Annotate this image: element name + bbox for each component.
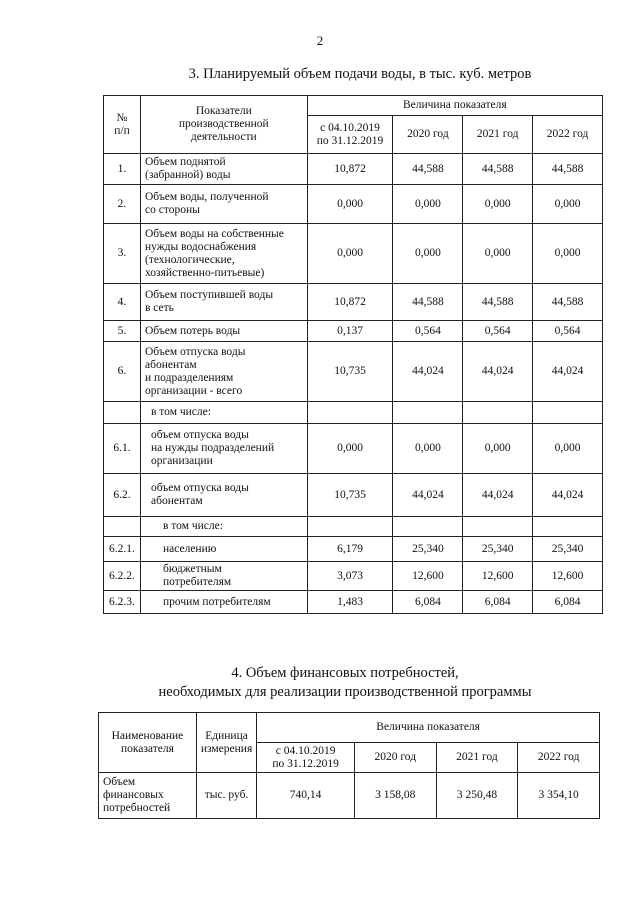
row-value: 740,14 bbox=[257, 773, 355, 819]
row-indicator: в том числе: bbox=[140, 402, 307, 424]
row-value: 0,137 bbox=[307, 321, 393, 342]
row-value: 44,588 bbox=[533, 154, 603, 185]
row-value: 0,000 bbox=[533, 224, 603, 284]
row-number bbox=[104, 402, 141, 424]
row-number: 6.2.1. bbox=[104, 537, 141, 562]
row-name: Объем финансовых потребностей bbox=[99, 773, 197, 819]
row-value: 12,600 bbox=[463, 562, 533, 591]
row-value: 44,588 bbox=[393, 154, 463, 185]
header-period: 2021 год bbox=[463, 116, 533, 154]
table-row bbox=[104, 537, 603, 562]
row-value: 44,024 bbox=[533, 474, 603, 517]
header-value-group: Величина показателя bbox=[257, 713, 600, 743]
row-value: 0,564 bbox=[463, 321, 533, 342]
section-4-title-line1: 4. Объем финансовых потребностей, bbox=[231, 665, 459, 681]
row-indicator: в том числе: bbox=[140, 517, 307, 537]
row-number: 1. bbox=[104, 154, 141, 185]
row-value: 10,735 bbox=[307, 474, 393, 517]
row-value: 0,000 bbox=[307, 424, 393, 474]
header-value-group: Величина показателя bbox=[307, 96, 602, 116]
row-value: 0,000 bbox=[463, 224, 533, 284]
row-value: 44,024 bbox=[463, 342, 533, 402]
row-value bbox=[463, 517, 533, 537]
water-supply-table bbox=[103, 95, 603, 614]
row-indicator: Объем потерь воды bbox=[140, 321, 307, 342]
row-value: 25,340 bbox=[393, 537, 463, 562]
row-indicator: Объем воды, полученной со стороны bbox=[140, 185, 307, 224]
row-number bbox=[104, 517, 141, 537]
row-value: 0,000 bbox=[463, 424, 533, 474]
row-value: 3 158,08 bbox=[354, 773, 436, 819]
row-number: 2. bbox=[104, 185, 141, 224]
header-period: 2020 год bbox=[393, 116, 463, 154]
table-row bbox=[104, 424, 603, 474]
header-period: 2021 год bbox=[436, 743, 518, 773]
row-value bbox=[307, 402, 393, 424]
row-value: 0,000 bbox=[307, 224, 393, 284]
row-value: 3 354,10 bbox=[518, 773, 600, 819]
row-value bbox=[533, 517, 603, 537]
row-value: 0,000 bbox=[533, 424, 603, 474]
row-value bbox=[393, 517, 463, 537]
row-value: 10,872 bbox=[307, 284, 393, 321]
row-indicator: бюджетным потребителям bbox=[140, 562, 307, 591]
header-period: с 04.10.2019 по 31.12.2019 bbox=[257, 743, 355, 773]
row-value: 6,084 bbox=[533, 591, 603, 614]
row-value: 10,872 bbox=[307, 154, 393, 185]
row-value: 44,024 bbox=[393, 474, 463, 517]
row-value: 0,564 bbox=[393, 321, 463, 342]
row-indicator: Объем поднятой (забранной) воды bbox=[140, 154, 307, 185]
row-value: 0,564 bbox=[533, 321, 603, 342]
row-value: 0,000 bbox=[307, 185, 393, 224]
row-number: 6.2.3. bbox=[104, 591, 141, 614]
row-number: 6. bbox=[104, 342, 141, 402]
header-period: 2020 год bbox=[354, 743, 436, 773]
row-indicator: Объем воды на собственные нужды водоснабжения (технологические, хозяйственно-питьевые) bbox=[140, 224, 307, 284]
row-number: 6.2. bbox=[104, 474, 141, 517]
section-4-title-line2: необходимых для реализации производственной программы bbox=[158, 684, 532, 700]
table-row bbox=[104, 342, 603, 402]
row-value: 0,000 bbox=[533, 185, 603, 224]
table-row bbox=[104, 591, 603, 614]
header-period: 2022 год bbox=[533, 116, 603, 154]
row-value: 6,084 bbox=[463, 591, 533, 614]
row-indicator: населению bbox=[140, 537, 307, 562]
row-value: 3,073 bbox=[307, 562, 393, 591]
table-row bbox=[104, 517, 603, 537]
row-number: 6.1. bbox=[104, 424, 141, 474]
row-value: 1,483 bbox=[307, 591, 393, 614]
row-value: 44,588 bbox=[463, 284, 533, 321]
section-4-title bbox=[0, 664, 640, 702]
row-indicator: объем отпуска воды абонентам bbox=[140, 474, 307, 517]
table-row bbox=[104, 284, 603, 321]
row-indicator: прочим потребителям bbox=[140, 591, 307, 614]
row-value: 44,588 bbox=[463, 154, 533, 185]
row-number: 6.2.2. bbox=[104, 562, 141, 591]
row-value: 0,000 bbox=[393, 424, 463, 474]
row-value: 44,588 bbox=[533, 284, 603, 321]
row-value: 44,024 bbox=[533, 342, 603, 402]
row-value: 25,340 bbox=[463, 537, 533, 562]
table-row bbox=[104, 474, 603, 517]
header-unit: Единица измерения bbox=[196, 713, 256, 773]
row-value: 0,000 bbox=[393, 224, 463, 284]
row-value: 25,340 bbox=[533, 537, 603, 562]
row-value: 44,588 bbox=[393, 284, 463, 321]
section-3-title: 3. Планируемый объем подачи воды, в тыс. куб. метров bbox=[188, 66, 532, 82]
header-period: 2022 год bbox=[518, 743, 600, 773]
row-value: 6,179 bbox=[307, 537, 393, 562]
table-row bbox=[104, 224, 603, 284]
row-value: 3 250,48 bbox=[436, 773, 518, 819]
table-row bbox=[104, 321, 603, 342]
row-value: 44,024 bbox=[393, 342, 463, 402]
financial-needs-table bbox=[98, 712, 600, 819]
table-row bbox=[99, 773, 600, 819]
row-indicator: объем отпуска воды на нужды подразделений организации bbox=[140, 424, 307, 474]
row-value: 6,084 bbox=[393, 591, 463, 614]
header-num: № п/п bbox=[104, 96, 141, 154]
row-value bbox=[463, 402, 533, 424]
table-row bbox=[104, 185, 603, 224]
row-value: 0,000 bbox=[393, 185, 463, 224]
row-value: 10,735 bbox=[307, 342, 393, 402]
table-row bbox=[104, 154, 603, 185]
row-indicator: Объем поступившей воды в сеть bbox=[140, 284, 307, 321]
row-value: 12,600 bbox=[393, 562, 463, 591]
row-number: 3. bbox=[104, 224, 141, 284]
row-unit: тыс. руб. bbox=[196, 773, 256, 819]
row-number: 4. bbox=[104, 284, 141, 321]
row-number: 5. bbox=[104, 321, 141, 342]
row-value bbox=[533, 402, 603, 424]
header-indicators: Показатели производственной деятельности bbox=[140, 96, 307, 154]
row-value: 0,000 bbox=[463, 185, 533, 224]
table-row bbox=[104, 402, 603, 424]
row-indicator: Объем отпуска воды абонентам и подразделениям организации - всего bbox=[140, 342, 307, 402]
row-value: 44,024 bbox=[463, 474, 533, 517]
table-row bbox=[104, 562, 603, 591]
row-value bbox=[307, 517, 393, 537]
header-period: с 04.10.2019 по 31.12.2019 bbox=[307, 116, 393, 154]
page-number: 2 bbox=[316, 33, 324, 48]
header-name: Наименование показателя bbox=[99, 713, 197, 773]
row-value bbox=[393, 402, 463, 424]
row-value: 12,600 bbox=[533, 562, 603, 591]
